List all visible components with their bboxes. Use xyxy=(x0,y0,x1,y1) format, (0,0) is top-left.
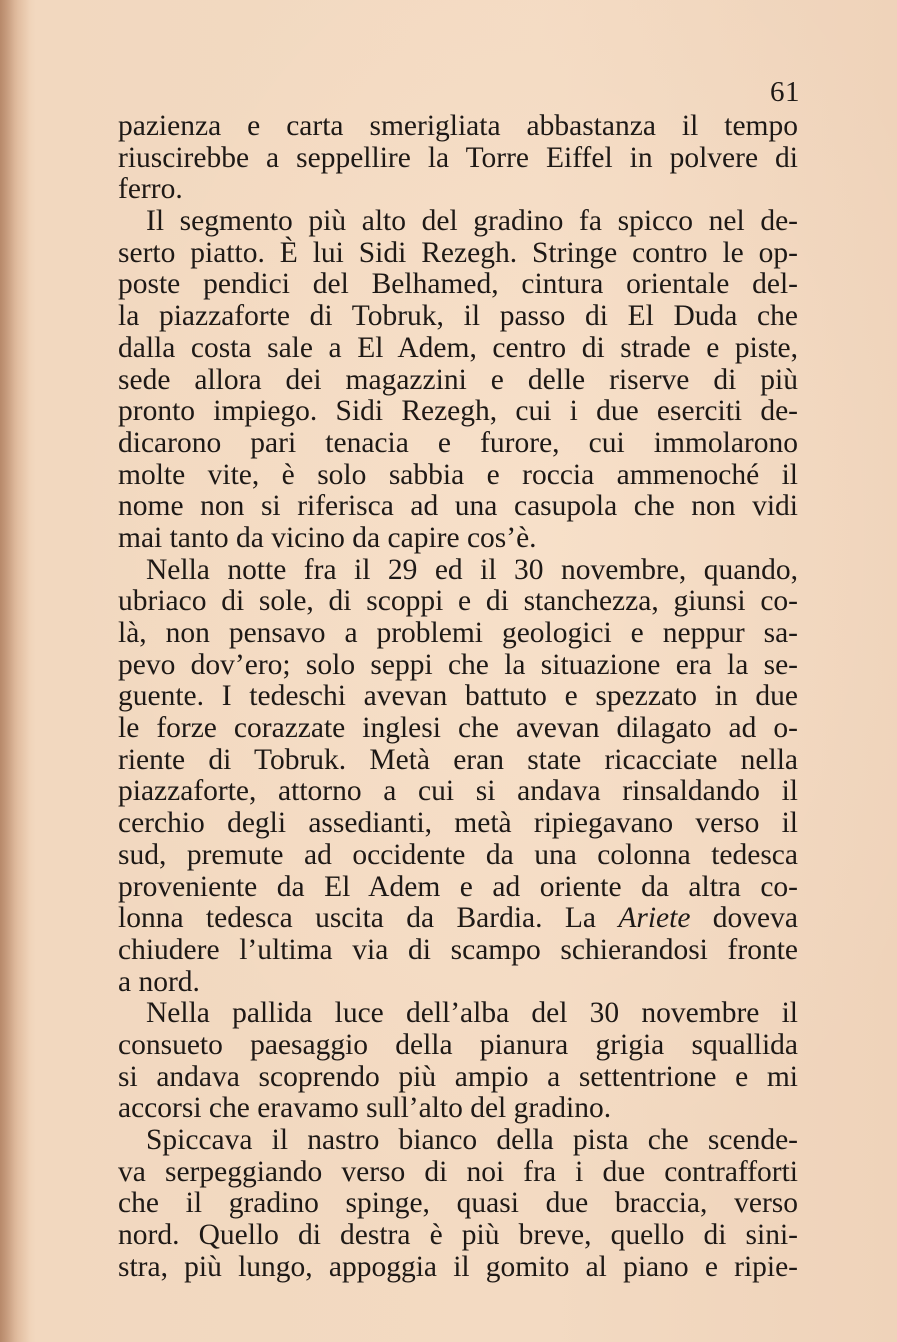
text-line: Il segmento più alto del gradino fa spicco nel de- xyxy=(146,205,798,238)
text-line: ferro. xyxy=(118,173,183,206)
text-line: le forze corazzate inglesi che avevan dilagato ad o- xyxy=(118,712,798,745)
text-line: proveniente da El Adem e ad oriente da altra co- xyxy=(118,870,798,903)
text-line: serto piatto. È lui Sidi Rezegh. Stringe contro le op- xyxy=(118,236,798,269)
text-line: dalla costa sale a El Adem, centro di strade e piste, xyxy=(118,331,798,364)
text-line: riuscirebbe a seppellire la Torre Eiffel in polvere di xyxy=(118,141,798,174)
text-line: pronto impiego. Sidi Rezegh, cui i due eserciti de- xyxy=(118,395,798,428)
text-line: là, non pensavo a problemi geologici e neppur sa- xyxy=(118,617,798,649)
text-line: molte vite, è solo sabbia e roccia ammenoché il xyxy=(118,458,798,491)
body-text xyxy=(118,111,798,1283)
text-line: chiudere l’ultima via di scampo schierandosi fronte xyxy=(118,933,798,966)
text-line: poste pendici del Belhamed, cintura orientale del- xyxy=(118,268,798,301)
text-line: la piazzaforte di Tobruk, il passo di El Duda che xyxy=(118,300,798,333)
text-line: pazienza e carta smerigliata abbastanza il tempo xyxy=(118,110,798,142)
text-line: nord. Quello di destra è più breve, quello di sini- xyxy=(118,1219,798,1252)
text-line: Spiccava il nastro bianco della pista che scende- xyxy=(146,1124,798,1156)
text-line: sede allora dei magazzini e delle riserve di più xyxy=(118,363,798,396)
text-line: Nella pallida luce dell’alba del 30 novembre il xyxy=(146,997,798,1030)
text-line: a nord. xyxy=(118,965,200,998)
text-line: Nella notte fra il 29 ed il 30 novembre, quando, xyxy=(146,553,798,586)
text-line: guente. I tedeschi avevan battuto e spezzato in due xyxy=(118,680,798,713)
page-binding-shadow xyxy=(0,0,30,1342)
text-line: riente di Tobruk. Metà eran state ricacciate nella xyxy=(118,743,798,776)
text-line: consueto paesaggio della pianura grigia squallida xyxy=(118,1028,798,1061)
text-line-with-italic xyxy=(118,903,798,935)
italic-title: Ariete xyxy=(618,902,691,935)
text-segment: doveva xyxy=(690,902,798,935)
page-number: 61 xyxy=(770,76,800,108)
text-line: piazzaforte, attorno a cui si andava rinsaldando il xyxy=(118,775,798,808)
text-line: cerchio degli assedianti, metà ripiegavano verso il xyxy=(118,807,798,840)
text-line: sud, premute ad occidente da una colonna tedesca xyxy=(118,838,798,871)
text-line: ubriaco di sole, di scoppi e di stanchezza, giunsi co- xyxy=(118,585,798,618)
text-line: nome non si riferisca ad una casupola che non vidi xyxy=(118,490,798,523)
text-line: si andava scoprendo più ampio a settentrione e mi xyxy=(118,1060,798,1093)
text-line: va serpeggiando verso di noi fra i due contrafforti xyxy=(118,1155,798,1188)
text-line: che il gradino spinge, quasi due braccia, verso xyxy=(118,1187,798,1220)
text-line: pevo dov’ero; solo seppi che la situazione era la se- xyxy=(118,648,798,681)
text-segment: lonna tedesca uscita da Bardia. La xyxy=(118,902,596,935)
text-line: stra, più lungo, appoggia il gomito al piano e ripie- xyxy=(118,1250,798,1283)
text-line: mai tanto da vicino da capire cos’è. xyxy=(118,521,537,554)
text-line: accorsi che eravamo sull’alto del gradino. xyxy=(118,1092,612,1125)
text-line: dicarono pari tenacia e furore, cui immolarono xyxy=(118,426,798,459)
